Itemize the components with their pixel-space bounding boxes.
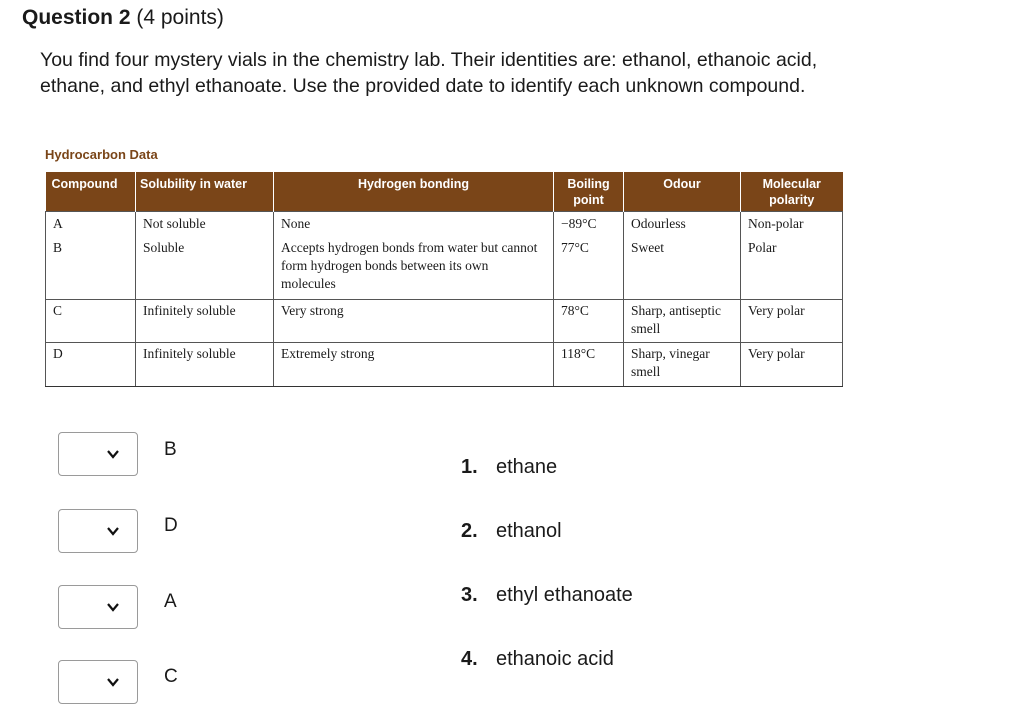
hydrocarbon-data-table bbox=[45, 172, 843, 387]
answer-dropdown-c[interactable] bbox=[58, 660, 138, 704]
table-row bbox=[46, 299, 843, 342]
option-label: ethyl ethanoate bbox=[496, 584, 633, 606]
cell-compound: B bbox=[46, 237, 136, 299]
option-item bbox=[461, 456, 557, 479]
chevron-down-icon bbox=[105, 523, 121, 539]
chevron-down-icon bbox=[105, 674, 121, 690]
cell-odour: Sharp, vinegar smell bbox=[624, 342, 741, 386]
cell-polarity: Very polar bbox=[741, 342, 843, 386]
option-label: ethanol bbox=[496, 520, 562, 542]
cell-odour: Sweet bbox=[624, 237, 741, 299]
option-number: 1. bbox=[461, 456, 478, 478]
chevron-down-icon bbox=[105, 599, 121, 615]
cell-polarity: Polar bbox=[741, 237, 843, 299]
header-odour: Odour bbox=[624, 172, 741, 212]
cell-polarity: Very polar bbox=[741, 299, 843, 342]
cell-odour: Sharp, antiseptic smell bbox=[624, 299, 741, 342]
table-header-row bbox=[46, 172, 843, 212]
cell-hydrogen-bonding: Very strong bbox=[274, 299, 554, 342]
question-text: You find four mystery vials in the chemistry lab. Their identities are: ethanol, ethanoic acid, ethane, and ethyl ethanoate. Use the provided date to identify each unknown compound. bbox=[40, 49, 818, 97]
cell-solubility: Not soluble bbox=[136, 212, 274, 238]
option-number: 3. bbox=[461, 584, 478, 606]
cell-hydrogen-bonding: None bbox=[274, 212, 554, 238]
answer-dropdown-d[interactable] bbox=[58, 509, 138, 553]
option-item bbox=[461, 584, 633, 607]
cell-boiling-point: −89°C bbox=[554, 212, 624, 238]
option-number: 2. bbox=[461, 520, 478, 542]
cell-boiling-point: 77°C bbox=[554, 237, 624, 299]
answer-dropdown-a[interactable] bbox=[58, 585, 138, 629]
option-label: ethane bbox=[496, 456, 558, 478]
cell-compound: A bbox=[46, 212, 136, 238]
cell-boiling-point: 118°C bbox=[554, 342, 624, 386]
answer-dropdown-b[interactable] bbox=[58, 432, 138, 476]
cell-compound: D bbox=[46, 342, 136, 386]
compound-letter-b: B bbox=[164, 439, 177, 460]
cell-hydrogen-bonding: Accepts hydrogen bonds from water but cannot form hydrogen bonds between its own molecules bbox=[274, 237, 554, 299]
cell-solubility: Soluble bbox=[136, 237, 274, 299]
cell-solubility: Infinitely soluble bbox=[136, 299, 274, 342]
table-row bbox=[46, 237, 843, 299]
table-title: Hydrocarbon Data bbox=[45, 147, 158, 162]
compound-letter-c: C bbox=[164, 666, 178, 687]
cell-odour: Odourless bbox=[624, 212, 741, 238]
compound-letter-a: A bbox=[164, 591, 177, 612]
header-boiling-point: Boiling point bbox=[554, 172, 624, 212]
cell-boiling-point: 78°C bbox=[554, 299, 624, 342]
header-compound: Compound bbox=[46, 172, 136, 212]
cell-compound: C bbox=[46, 299, 136, 342]
table-row bbox=[46, 342, 843, 386]
cell-polarity: Non-polar bbox=[741, 212, 843, 238]
table-row bbox=[46, 212, 843, 238]
header-solubility: Solubility in water bbox=[136, 172, 274, 212]
option-item bbox=[461, 648, 614, 671]
option-item bbox=[461, 520, 562, 543]
cell-hydrogen-bonding: Extremely strong bbox=[274, 342, 554, 386]
question-points: (4 points) bbox=[130, 6, 224, 29]
compound-letter-d: D bbox=[164, 515, 178, 536]
header-hydrogen-bonding: Hydrogen bonding bbox=[274, 172, 554, 212]
question-title bbox=[22, 6, 224, 30]
question-number: Question 2 bbox=[22, 6, 131, 29]
chevron-down-icon bbox=[105, 446, 121, 462]
header-molecular-polarity: Molecular polarity bbox=[741, 172, 843, 212]
cell-solubility: Infinitely soluble bbox=[136, 342, 274, 386]
option-number: 4. bbox=[461, 648, 478, 670]
option-label: ethanoic acid bbox=[496, 648, 614, 670]
